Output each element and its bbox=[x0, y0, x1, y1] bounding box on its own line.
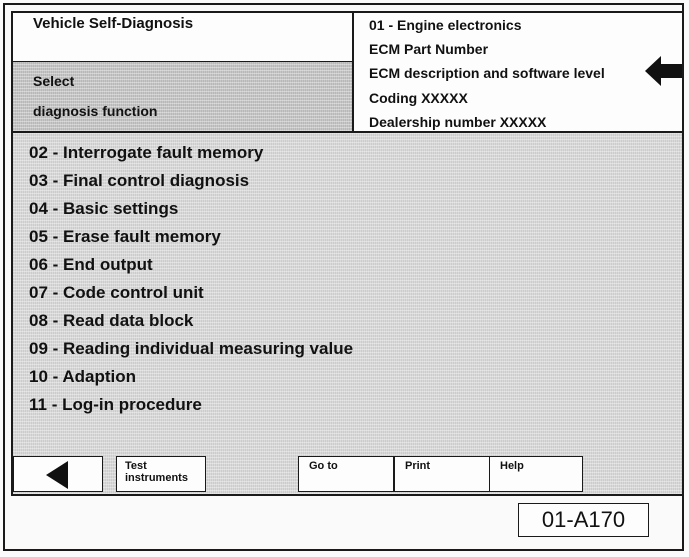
button-bar bbox=[13, 455, 682, 494]
control-unit-info-panel bbox=[352, 13, 682, 131]
go-to-button[interactable]: Go to bbox=[298, 456, 394, 492]
info-ecm-part-number: ECM Part Number bbox=[369, 41, 489, 57]
info-control-unit: 01 - Engine electronics bbox=[369, 17, 522, 33]
window-title: Vehicle Self-Diagnosis bbox=[33, 15, 194, 32]
test-instruments-button[interactable] bbox=[116, 456, 206, 492]
divider bbox=[13, 131, 682, 133]
menu-item-erase-fault-memory[interactable]: 05 - Erase fault memory bbox=[29, 227, 221, 246]
back-button[interactable] bbox=[13, 456, 103, 492]
test-instruments-label-line1: Test bbox=[125, 460, 147, 472]
select-label: Select bbox=[33, 73, 75, 89]
status-row bbox=[13, 35, 352, 62]
figure-code-label: 01-A170 bbox=[518, 503, 649, 537]
select-function-panel bbox=[13, 62, 352, 131]
title-bar bbox=[13, 13, 352, 36]
help-button[interactable]: Help bbox=[489, 456, 583, 492]
menu-item-code-control-unit[interactable]: 07 - Code control unit bbox=[29, 283, 204, 302]
test-instruments-label-line2: instruments bbox=[125, 472, 188, 484]
diagnosis-screen bbox=[11, 11, 684, 496]
menu-item-log-in-procedure[interactable]: 11 - Log-in procedure bbox=[29, 395, 202, 414]
menu-item-interrogate-fault-memory[interactable]: 02 - Interrogate fault memory bbox=[29, 143, 264, 162]
info-dealership-number: Dealership number XXXXX bbox=[369, 114, 547, 130]
menu-item-reading-individual-measuring-value[interactable]: 09 - Reading individual measuring value bbox=[29, 339, 354, 358]
left-arrow-icon bbox=[645, 56, 682, 86]
menu-item-end-output[interactable]: 06 - End output bbox=[29, 255, 153, 274]
diagnosis-function-menu bbox=[29, 139, 353, 419]
info-ecm-description: ECM description and software level bbox=[369, 65, 605, 81]
menu-item-read-data-block[interactable]: 08 - Read data block bbox=[29, 311, 194, 330]
menu-item-final-control-diagnosis[interactable]: 03 - Final control diagnosis bbox=[29, 171, 250, 190]
print-button[interactable]: Print bbox=[394, 456, 490, 492]
diagnosis-function-label: diagnosis function bbox=[33, 103, 158, 119]
menu-item-adaption[interactable]: 10 - Adaption bbox=[29, 367, 137, 386]
info-coding: Coding XXXXX bbox=[369, 90, 468, 106]
menu-item-basic-settings[interactable]: 04 - Basic settings bbox=[29, 199, 179, 218]
back-triangle-icon bbox=[44, 461, 70, 489]
